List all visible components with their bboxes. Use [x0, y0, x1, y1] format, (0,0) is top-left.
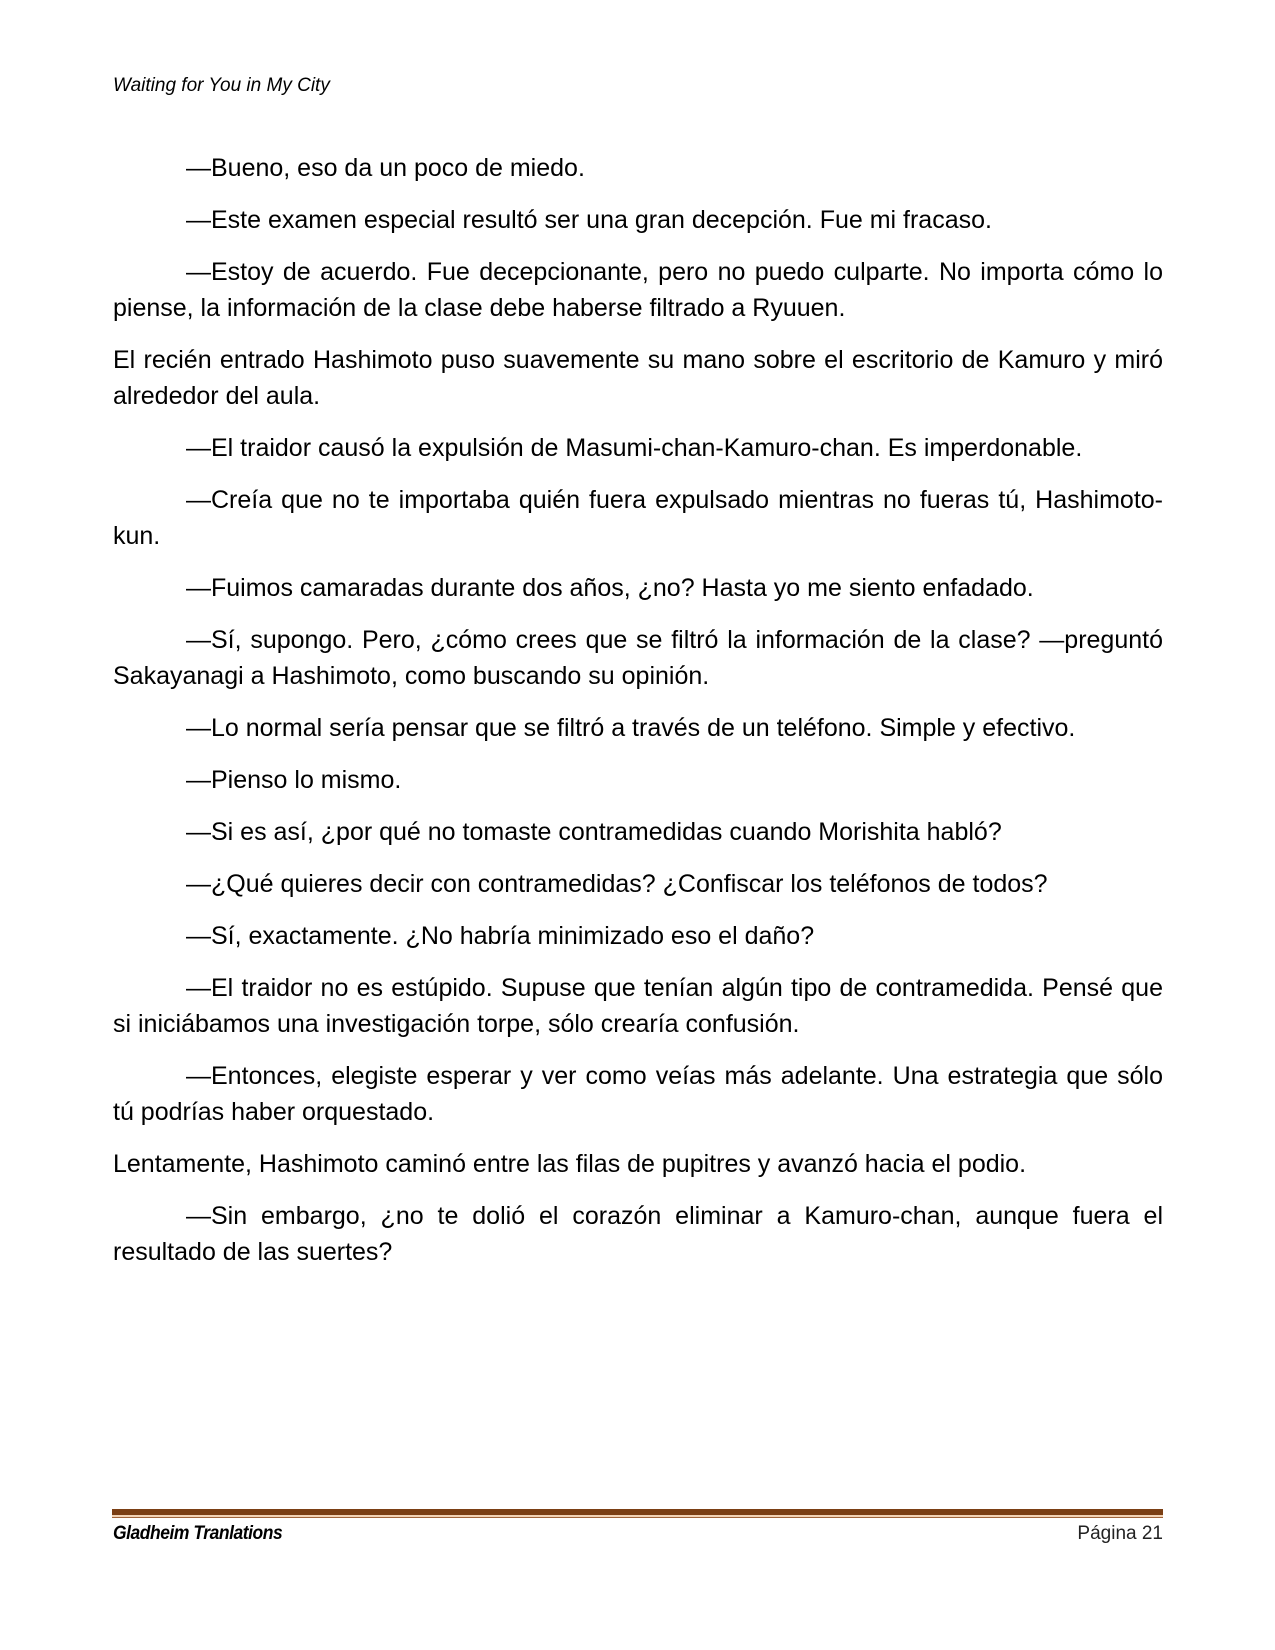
paragraph-dialogue: —Creía que no te importaba quién fuera expulsado mientras no fueras tú, Hashimoto-kun.	[113, 486, 1163, 550]
paragraph-dialogue: —Este examen especial resultó ser una gran decepción. Fue mi fracaso.	[186, 206, 992, 234]
paragraph-narration: Lentamente, Hashimoto caminó entre las filas de pupitres y avanzó hacia el podio.	[113, 1150, 1027, 1178]
paragraph-dialogue: —El traidor no es estúpido. Supuse que tenían algún tipo de contramedida. Pensé que si iniciábamos una investigación torpe, sólo crearía confusión.	[113, 974, 1163, 1038]
paragraph-dialogue: —Sí, exactamente. ¿No habría minimizado eso el daño?	[186, 922, 815, 950]
footer-divider-thin-line	[112, 1517, 1163, 1518]
paragraph-dialogue: —¿Qué quieres decir con contramedidas? ¿Confiscar los teléfonos de todos?	[186, 870, 1048, 898]
paragraph-dialogue: —Pienso lo mismo.	[186, 766, 402, 794]
paragraph-dialogue: —Sin embargo, ¿no te dolió el corazón eliminar a Kamuro-chan, aunque fuera el resultado de las suertes?	[113, 1202, 1163, 1266]
footer-divider	[112, 1509, 1163, 1519]
footer-publisher: Gladheim Tranlations	[113, 1523, 283, 1544]
paragraph-dialogue: —Lo normal sería pensar que se filtró a través de un teléfono. Simple y efectivo.	[186, 714, 1076, 742]
paragraph-dialogue: —Estoy de acuerdo. Fue decepcionante, pero no puedo culparte. No importa cómo lo piense, la información de la clase debe haberse filtrado a Ryuuen.	[113, 258, 1163, 322]
paragraph-narration: El recién entrado Hashimoto puso suavemente su mano sobre el escritorio de Kamuro y miró alrededor del aula.	[113, 346, 1163, 410]
paragraph-dialogue: —El traidor causó la expulsión de Masumi-chan-Kamuro-chan. Es imperdonable.	[186, 434, 1083, 462]
paragraph-dialogue: —Sí, supongo. Pero, ¿cómo crees que se filtró la información de la clase? —preguntó Sakayanagi a Hashimoto, como buscando su opinión.	[113, 626, 1163, 690]
paragraph-dialogue: —Fuimos camaradas durante dos años, ¿no? Hasta yo me siento enfadado.	[186, 574, 1034, 602]
paragraph-dialogue: —Bueno, eso da un poco de miedo.	[186, 154, 585, 182]
footer-page-number: Página 21	[1077, 1523, 1163, 1544]
page-body	[113, 150, 1163, 1286]
paragraph-dialogue: —Entonces, elegiste esperar y ver como veías más adelante. Una estrategia que sólo tú podrías haber orquestado.	[113, 1062, 1163, 1126]
paragraph-dialogue: —Si es así, ¿por qué no tomaste contramedidas cuando Morishita habló?	[186, 818, 1002, 846]
running-header-title: Waiting for You in My City	[113, 75, 330, 96]
